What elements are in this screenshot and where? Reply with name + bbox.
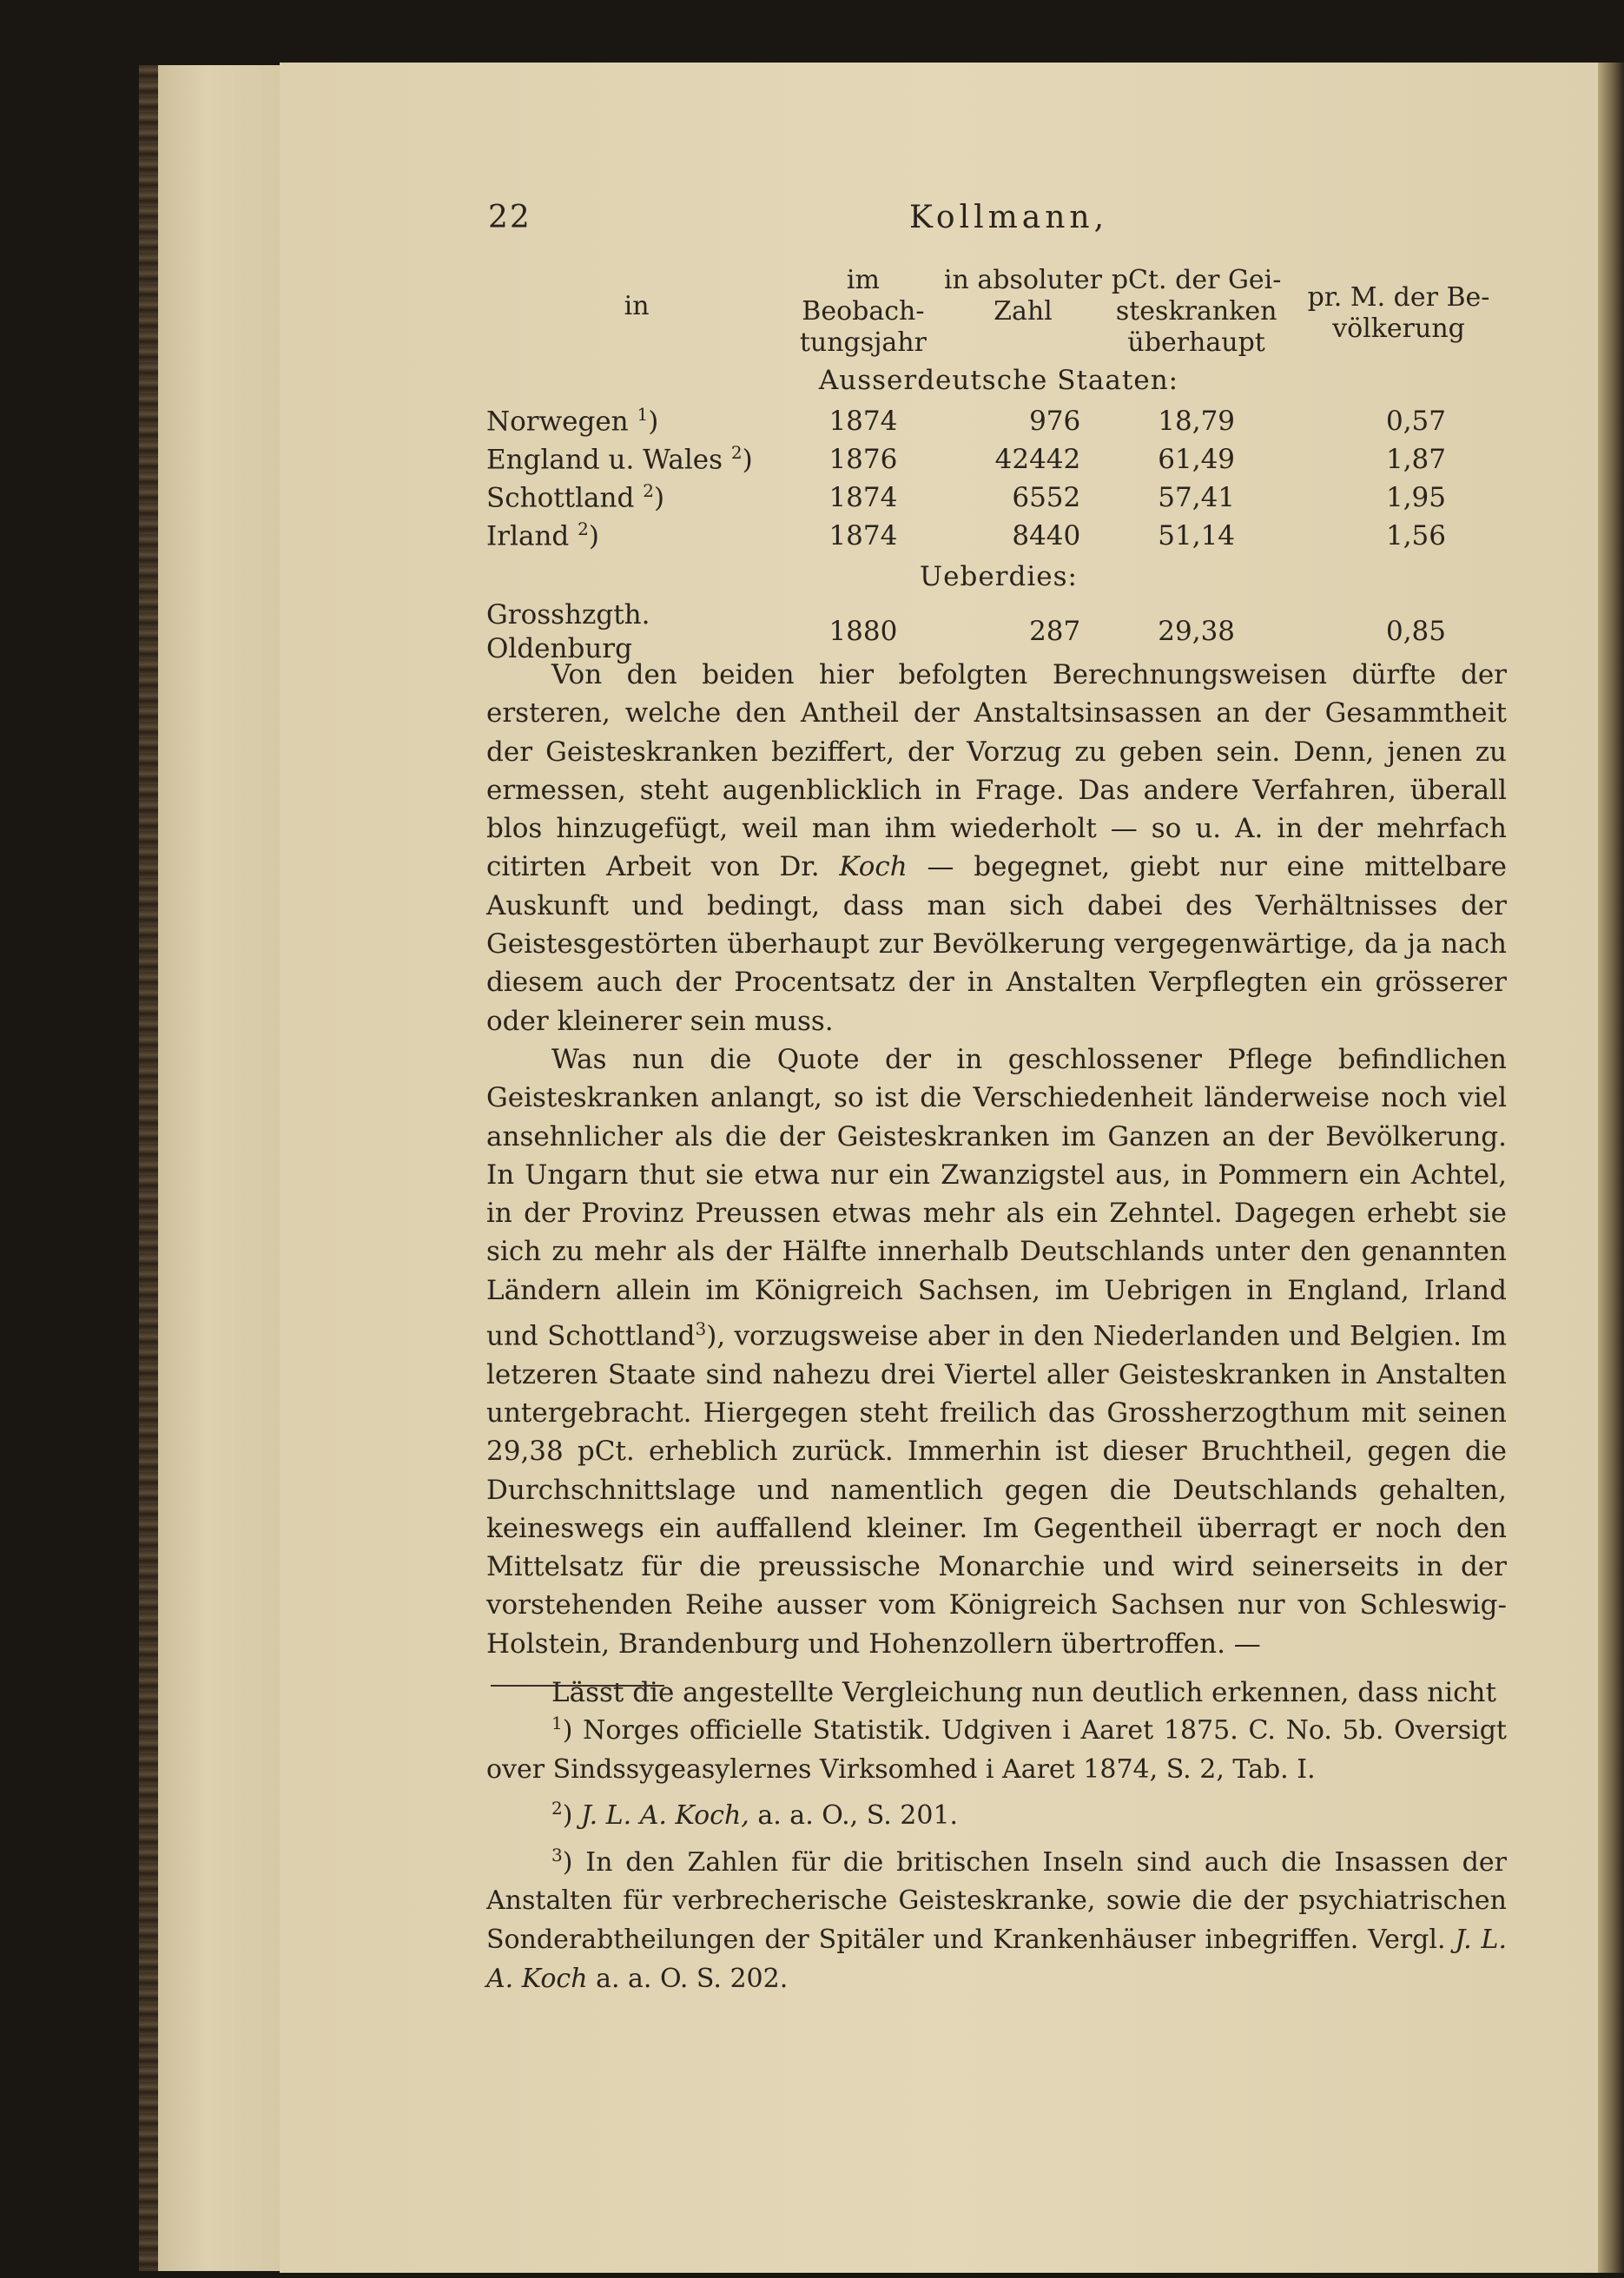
footnotes <box>486 1704 1507 1998</box>
section-label: Ausserdeutsche Staaten: <box>818 364 1179 396</box>
table-cell: 1874 <box>829 519 898 551</box>
table-cell: Norwegen $^1$) <box>486 403 659 438</box>
table-cell: 51,14 <box>1158 519 1236 551</box>
column-header: pCt. der Gei- steskranken überhaupt <box>1111 265 1282 358</box>
footnote: $^2$) J. L. A. Koch, a. a. O., S. 201. <box>551 1798 959 1832</box>
footnote-ref: 2 <box>730 441 743 463</box>
table-cell: 1874 <box>829 481 898 513</box>
paragraph: Was nun die Quote der in geschlossener Pflege befindlichen Geisteskranken anlangt, so ist die Verschiedenheit länderweise noch viel ansehnlicher als die der Geisteskranken im Ganzen an der Bevölkerung. In Ungarn thut sie etwa nur ein Zwanzigstel aus, in Pommern ein Achtel, in der Provinz Preussen etwas mehr als ein Zehntel. Dagegen erhebt sie sich zu mehr als der Hälfte innerhalb Deutschlands unter den genannten Ländern allein im Königreich Sachsen, im Uebrigen in England, Irland und Schottland$^3$), vorzugsweise aber in den Niederlanden und Belgien. Im letzeren Staate sind nahezu drei Viertel aller Geisteskranken in Anstalten untergebracht. Hiergegen steht freilich das Grossherzogthum mit seinen 29,38 pCt. erheblich zurück. Immerhin ist dieser Bruchtheil, gegen die Durchschnittslage und namentlich gegen die Deutschlands gehalten, keineswegs ein auffallend kleiner. Im Gegentheil überragt er noch den Mittelsatz für die preussische Monarchie und wird seinerseits in der vorstehenden Reihe ausser vom Königreich Sachsen nur von Schleswig-Holstein, Brandenburg und Hohenzollern übertroffen. — <box>486 1043 1507 1660</box>
table-cell: 1874 <box>829 405 898 437</box>
footnote-ref: 1 <box>637 403 649 425</box>
page-edge-shadow <box>1598 63 1624 2273</box>
footnote-ref: 2 <box>578 518 589 539</box>
table-cell: Schottland $^2$) <box>486 479 665 514</box>
footnote: $^1$) Norges officielle Statistik. Udgiven i Aaret 1875. C. No. 5b. Oversigt over Sindssygeasylernes Virksomhed i Aaret 1874, S. 2, Tab. I. <box>486 1713 1507 1785</box>
table-cell: Irland $^2$) <box>486 518 599 552</box>
table-header-row <box>486 265 1511 359</box>
section-row <box>486 359 1511 402</box>
table-cell: 0,85 <box>1385 616 1446 648</box>
column-header: im Beobach- tungsjahr <box>799 265 927 358</box>
table-cell: 8440 <box>1012 519 1081 551</box>
running-head <box>488 200 1508 243</box>
section-label: Ueberdies: <box>920 560 1078 592</box>
column-header: in absoluter Zahl <box>943 265 1102 327</box>
gutter-strip <box>158 65 281 2271</box>
table-cell: England u. Wales $^2$) <box>486 441 753 476</box>
table-cell: 61,49 <box>1158 443 1236 475</box>
paragraph: Von den beiden hier befolgten Berechnungsweisen dürfte der ersteren, welche den Antheil der Anstaltsinsassen an der Gesammtheit der Geisteskranken beziffert, der Vorzug zu geben sein. Denn, jenen zu ermessen, steht augenblicklich in Frage. Das andere Verfahren, überall blos hinzugefügt, weil man ihm wiederholt — so u. A. in der mehrfach citirten Arbeit von Dr. Koch — begegnet, giebt nur eine mittelbare Auskunft und bedingt, dass man sich dabei des Verhältnisses der Geistesgestörten überhaupt zur Bevölkerung vergegenwärtige, da ja nach diesem auch der Procentsatz der in Anstalten Verpflegten ein grösserer oder kleinerer sein muss. <box>486 659 1507 1037</box>
table-row <box>486 402 1511 440</box>
table-cell: 287 <box>1029 616 1081 648</box>
column-header: pr. M. der Be- völkerung <box>1307 282 1490 344</box>
table-cell: 1880 <box>829 616 898 648</box>
table-row <box>486 479 1511 517</box>
table-cell: 1,95 <box>1385 481 1446 513</box>
page-number: 22 <box>488 200 531 235</box>
author-name: Koch <box>839 851 908 883</box>
table-cell: 1,56 <box>1385 519 1446 551</box>
table-cell: Grosshzgth. Oldenburg <box>486 599 650 664</box>
column-header: in <box>624 291 650 321</box>
table-cell: 1876 <box>829 443 898 475</box>
statistics-table <box>486 265 1511 666</box>
paragraph: Lässt die angestellte Vergleichung nun deutlich erkennen, dass nicht <box>551 1677 1496 1709</box>
running-title: Kollmann, <box>909 200 1109 235</box>
table-row <box>486 440 1511 479</box>
footnote-ref: 3 <box>695 1318 707 1340</box>
footnote-rule <box>491 1685 664 1687</box>
section-row <box>486 555 1511 598</box>
table-row <box>486 517 1511 555</box>
table-cell: 18,79 <box>1158 405 1236 437</box>
footnote-ref: 2 <box>643 479 654 501</box>
table-cell: 29,38 <box>1158 616 1236 648</box>
table-cell: 976 <box>1029 405 1081 437</box>
table-cell: 0,57 <box>1385 405 1446 437</box>
footnote: $^3$) In den Zahlen für die britischen Inseln sind auch die Insassen der Anstalten für verbrecherische Geisteskranke, sowie die der psychiatrischen Sonderabtheilungen der Spitäler und Krankenhäuser inbegriffen. Vergl. J. L. A. Koch a. a. O. S. 202. <box>486 1844 1507 1994</box>
table-cell: 42442 <box>994 443 1081 475</box>
book-binding <box>139 65 158 2271</box>
table-cell: 1,87 <box>1385 443 1446 475</box>
table-cell: 6552 <box>1012 481 1081 513</box>
body-text <box>486 656 1507 1712</box>
table-cell: 57,41 <box>1158 481 1236 513</box>
